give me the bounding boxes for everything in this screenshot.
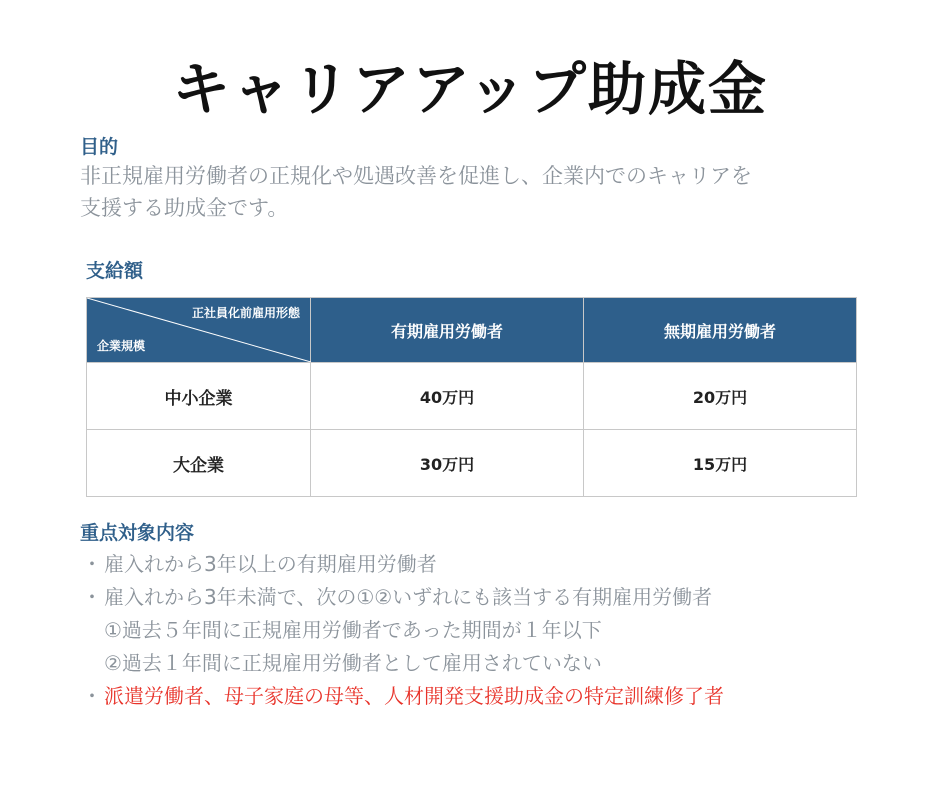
list-subitem-text: ①過去５年間に正規雇用労働者であった期間が１年以下 bbox=[104, 618, 602, 642]
table-corner-cell bbox=[87, 298, 311, 363]
bullet-mark: ・ bbox=[82, 585, 102, 609]
list-item-text: 雇入れから3年以上の有期雇用労働者 bbox=[104, 552, 437, 576]
column-header-fixed-term: 有期雇用労働者 bbox=[311, 298, 584, 363]
list-item bbox=[80, 581, 724, 614]
bullet-mark: ・ bbox=[82, 552, 102, 576]
purpose-line-1: 非正規雇用労働者の正規化や処遇改善を促進し、企業内でのキャリアを bbox=[80, 164, 752, 188]
bullet-mark: ・ bbox=[82, 684, 102, 708]
list-item-text: 雇入れから3年未満で、次の①②いずれにも該当する有期雇用労働者 bbox=[104, 585, 713, 609]
list-item-highlight bbox=[80, 680, 724, 713]
row-label-sme: 中小企業 bbox=[87, 363, 311, 430]
list-subitem bbox=[80, 614, 724, 647]
targets-heading: 重点対象内容 bbox=[80, 522, 195, 544]
list-item bbox=[80, 548, 724, 581]
purpose-line-2: 支援する助成金です。 bbox=[80, 196, 289, 220]
list-subitem bbox=[80, 647, 724, 680]
column-header-indefinite-term: 無期雇用労働者 bbox=[584, 298, 857, 363]
targets-list bbox=[80, 548, 724, 713]
corner-label-company-size: 企業規模 bbox=[97, 339, 146, 353]
cell-sme-fixed-term: 40万円 bbox=[311, 363, 584, 430]
purpose-text bbox=[80, 160, 752, 224]
cell-large-fixed-term: 30万円 bbox=[311, 430, 584, 497]
amount-heading: 支給額 bbox=[86, 260, 144, 282]
corner-label-employment-type: 正社員化前雇用形態 bbox=[191, 306, 300, 320]
list-item-text: 派遣労働者、母子家庭の母等、人材開発支援助成金の特定訓練修了者 bbox=[104, 684, 724, 708]
table-row bbox=[87, 430, 857, 497]
page-title: キャリアアップ助成金 bbox=[172, 55, 768, 123]
row-label-large-company: 大企業 bbox=[87, 430, 311, 497]
grant-amount-table bbox=[86, 297, 857, 497]
list-subitem-text: ②過去１年間に正規雇用労働者として雇用されていない bbox=[104, 651, 602, 675]
table-header-row bbox=[87, 298, 857, 363]
cell-large-indefinite-term: 15万円 bbox=[584, 430, 857, 497]
table-row bbox=[87, 363, 857, 430]
cell-sme-indefinite-term: 20万円 bbox=[584, 363, 857, 430]
purpose-heading: 目的 bbox=[80, 136, 119, 158]
